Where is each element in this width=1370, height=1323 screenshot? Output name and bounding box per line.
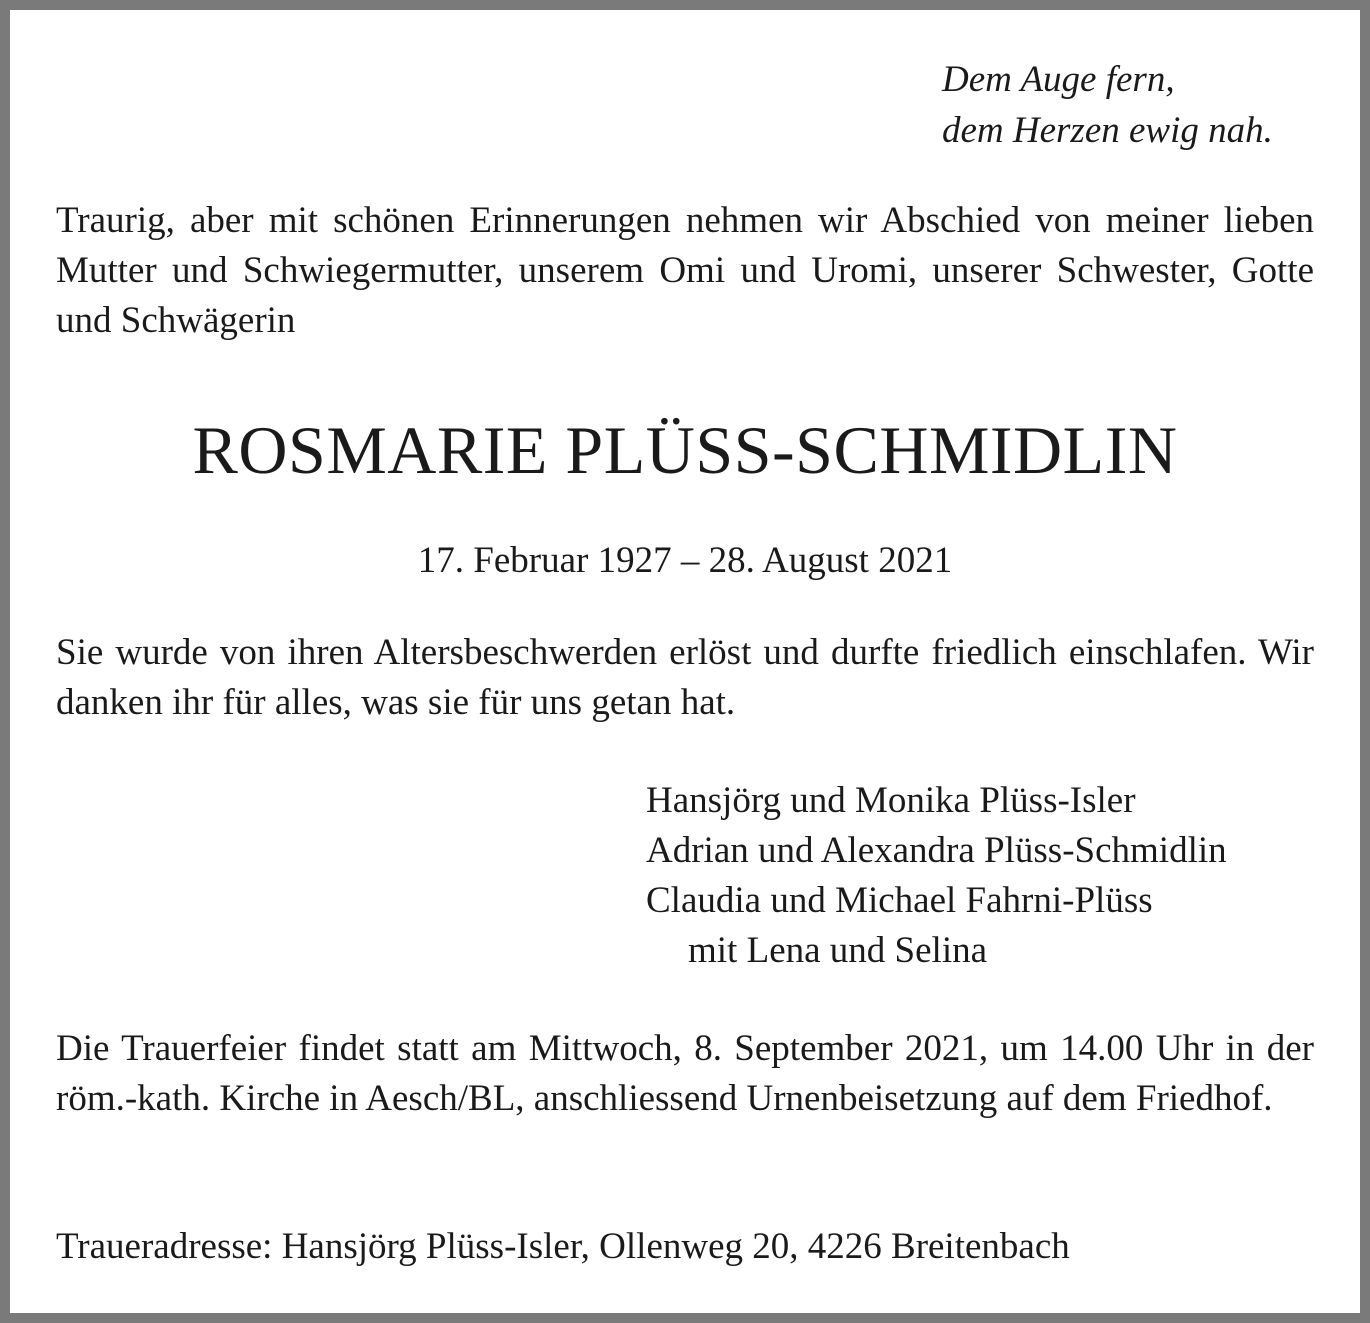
motto bbox=[942, 54, 1273, 156]
mourning-address: Traueradresse: Hansjörg Plüss-Isler, Ollenweg 20, 4226 Breitenbach bbox=[56, 1226, 1070, 1267]
family-member: Adrian und Alexandra Plüss-Schmidlin bbox=[646, 830, 1227, 871]
motto-line-2: dem Herzen ewig nah. bbox=[942, 110, 1273, 151]
deceased-name: ROSMARIE PLÜSS-SCHMIDLIN bbox=[192, 412, 1178, 488]
motto-line-1: Dem Auge fern, bbox=[942, 59, 1175, 100]
service-paragraph: Die Trauerfeier findet statt am Mittwoch, 8. September 2021, um 14.00 Uhr in der röm.-kath. Kirche in Aesch/BL, anschliessend Urnenbeisetzung auf dem Friedhof. bbox=[56, 1028, 1314, 1119]
family-member-children: mit Lena und Selina bbox=[688, 930, 988, 971]
family-list bbox=[646, 776, 1227, 976]
life-dates: 17. Februar 1927 – 28. August 2021 bbox=[417, 540, 953, 581]
release-paragraph: Sie wurde von ihren Altersbeschwerden erlöst und durfte friedlich einschlafen. Wir danken ihr für alles, was sie für uns getan hat. bbox=[56, 632, 1314, 723]
family-member: Hansjörg und Monika Plüss-Isler bbox=[646, 780, 1136, 821]
family-member: Claudia und Michael Fahrni-Plüss bbox=[646, 880, 1153, 921]
intro-paragraph: Traurig, aber mit schönen Erinnerungen nehmen wir Abschied von meiner lieben Mutter und Schwiegermutter, unserem Omi und Uromi, unserer Schwester, Gotte und Schwägerin bbox=[56, 200, 1314, 341]
